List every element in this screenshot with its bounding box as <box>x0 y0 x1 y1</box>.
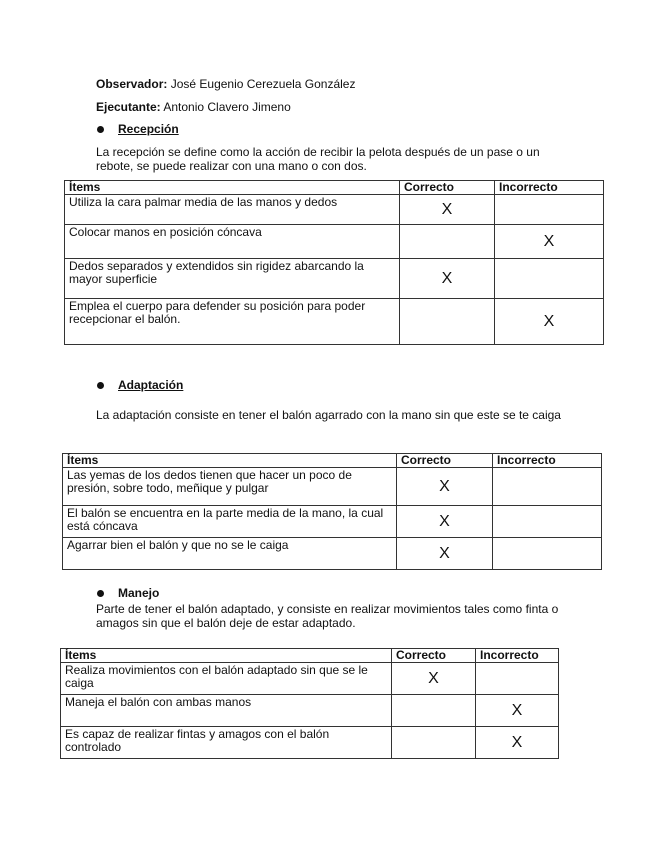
observation-table-manejo <box>60 648 559 759</box>
table-header-row <box>65 181 604 195</box>
item-cell: Utiliza la cara palmar media de las manos y dedos <box>65 195 400 225</box>
item-cell: Colocar manos en posición cóncava <box>65 225 400 259</box>
correcto-mark: X <box>397 506 493 538</box>
table-row <box>63 538 602 570</box>
table-row <box>65 299 604 345</box>
bullet-icon <box>97 382 104 389</box>
item-cell: El balón se encuentra en la parte media de la mano, la cual está cóncava <box>63 506 397 538</box>
correcto-mark: X <box>397 468 493 506</box>
table-row <box>61 663 559 695</box>
correcto-mark <box>400 225 495 259</box>
incorrecto-mark: X <box>495 225 604 259</box>
table-row <box>65 225 604 259</box>
section-heading-recepcion <box>97 122 179 136</box>
item-cell: Agarrar bien el balón y que no se le caiga <box>63 538 397 570</box>
correcto-mark: X <box>400 195 495 225</box>
table-header-row <box>61 649 559 663</box>
item-cell: Maneja el balón con ambas manos <box>61 695 392 727</box>
item-cell: Emplea el cuerpo para defender su posición para poder recepcionar el balón. <box>65 299 400 345</box>
correcto-mark <box>400 299 495 345</box>
incorrecto-mark <box>495 195 604 225</box>
correcto-mark: X <box>400 259 495 299</box>
item-cell: Realiza movimientos con el balón adaptado sin que se le caiga <box>61 663 392 695</box>
correcto-mark <box>392 695 476 727</box>
section-title: Adaptación <box>118 378 184 392</box>
header-items: Ítems <box>61 649 392 663</box>
section-title: Manejo <box>118 586 160 600</box>
table-row <box>65 195 604 225</box>
correcto-mark: X <box>397 538 493 570</box>
header-incorrecto: Incorrecto <box>495 181 604 195</box>
header-items: Ítems <box>63 454 397 468</box>
header-correcto: Correcto <box>392 649 476 663</box>
table-row <box>63 468 602 506</box>
correcto-mark: X <box>392 663 476 695</box>
item-cell: Las yemas de los dedos tienen que hacer un poco de presión, sobre todo, meñique y pulgar <box>63 468 397 506</box>
executor-line <box>96 100 291 114</box>
header-correcto: Correcto <box>397 454 493 468</box>
incorrecto-mark: X <box>476 695 559 727</box>
executor-label: Ejecutante: <box>96 100 161 114</box>
header-incorrecto: Incorrecto <box>476 649 559 663</box>
item-cell: Dedos separados y extendidos sin rigidez abarcando la mayor superficie <box>65 259 400 299</box>
item-cell: Es capaz de realizar fintas y amagos con el balón controlado <box>61 727 392 759</box>
correcto-mark <box>392 727 476 759</box>
observer-name: José Eugenio Cerezuela González <box>170 77 356 91</box>
header-items: Ítems <box>65 181 400 195</box>
table-row <box>61 695 559 727</box>
table-row <box>61 727 559 759</box>
section-description: Parte de tener el balón adaptado, y consiste en realizar movimientos tales como finta o amagos sin que el balón deje de estar adaptado. <box>96 602 559 630</box>
observer-line <box>96 77 355 91</box>
header-incorrecto: Incorrecto <box>493 454 602 468</box>
table-row <box>63 506 602 538</box>
incorrecto-mark <box>495 259 604 299</box>
section-title: Recepción <box>118 122 179 136</box>
section-description: La adaptación consiste en tener el balón agarrado con la mano sin que este se te caiga <box>96 408 561 422</box>
section-description: La recepción se define como la acción de recibir la pelota después de un pase o un rebote, se puede realizar con una mano o con dos. <box>96 145 540 173</box>
incorrecto-mark: X <box>495 299 604 345</box>
incorrecto-mark <box>493 506 602 538</box>
bullet-icon <box>97 590 104 597</box>
bullet-icon <box>97 126 104 133</box>
observation-table-adaptacion <box>62 453 602 570</box>
table-row <box>65 259 604 299</box>
header-correcto: Correcto <box>400 181 495 195</box>
section-heading-manejo <box>97 586 159 600</box>
incorrecto-mark <box>493 468 602 506</box>
observation-table-recepcion <box>64 180 604 345</box>
section-heading-adaptacion <box>97 378 183 392</box>
incorrecto-mark: X <box>476 727 559 759</box>
incorrecto-mark <box>493 538 602 570</box>
table-header-row <box>63 454 602 468</box>
executor-name: Antonio Clavero Jimeno <box>163 100 291 114</box>
incorrecto-mark <box>476 663 559 695</box>
observer-label: Observador: <box>96 77 168 91</box>
